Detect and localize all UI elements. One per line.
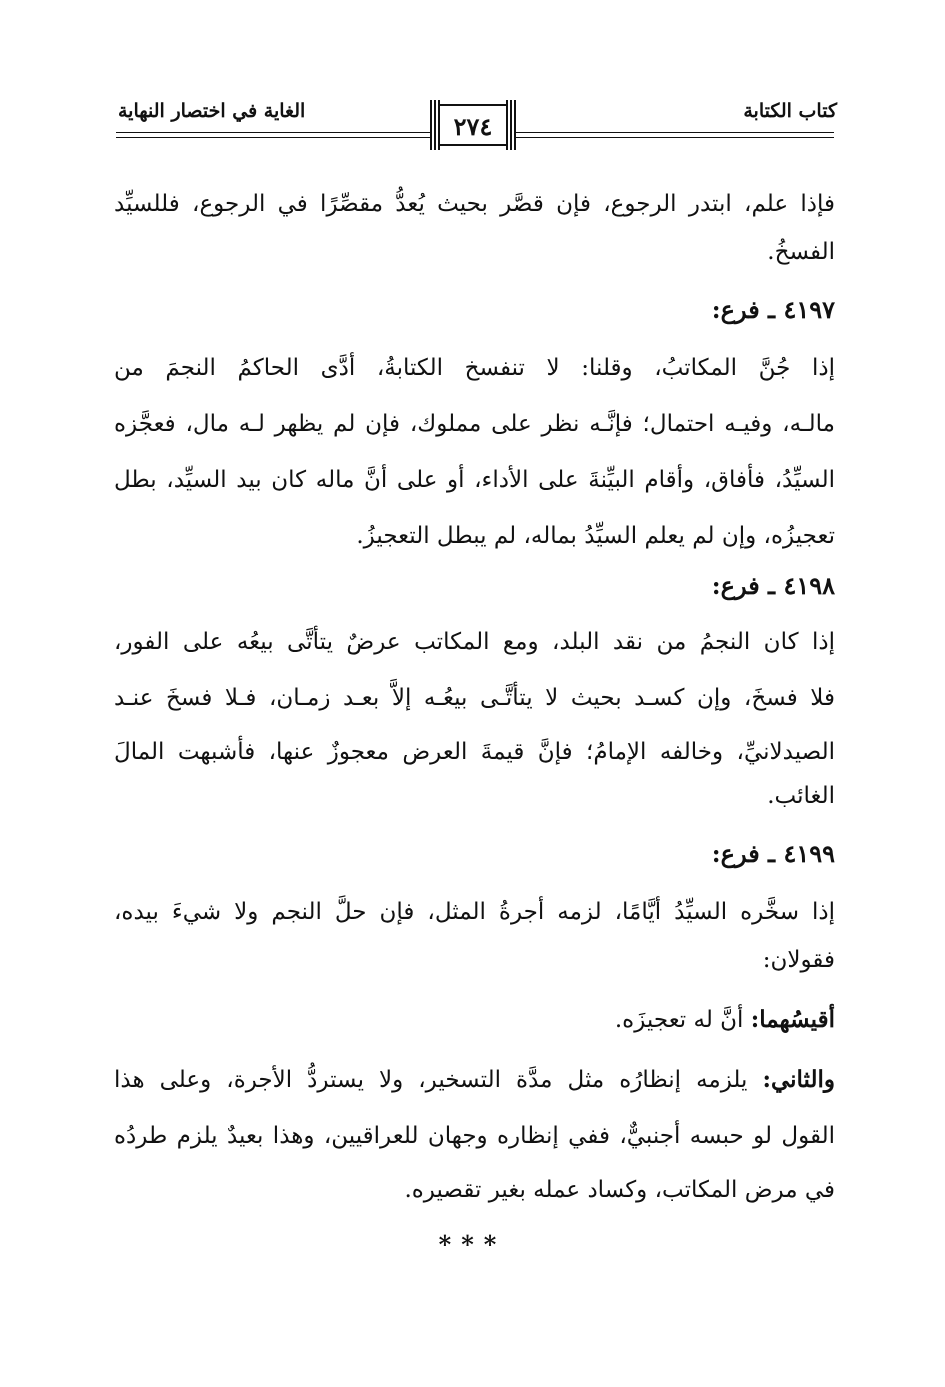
opinion-first-text: أنَّ له تعجيزَه. [614,1007,751,1033]
page-number: ٢٧٤ [453,112,493,141]
opinion-second-label: والثاني: [762,1066,835,1093]
running-header-chapter: كتاب الكتابة [743,100,837,122]
section-heading-4197: ٤١٩٧ ـ فرع: [711,295,835,324]
paragraph-line: القول لو حبسه أجنبيٌّ، ففي إنظاره وجهان للعراقيين، وهذا بعيدٌ يلزم طردُه [114,1123,835,1149]
paragraph-line: فلا فسخَ، وإن كسـد بحيث لا يتأتَّـى بيعُـه إلاَّ بعـد زمـان، فـلا فسخَ عنـد [114,685,835,711]
frame-top-bar [438,104,508,106]
paragraph-line: تعجيزُه، وإن لم يعلم السيِّدُ بماله، لم يبطل التعجيزُ. [356,523,835,549]
paragraph-line: إذا جُنَّ المكاتبُ، وقلنا: لا تنفسخ الكتابةُ، أدَّى الحاكمُ النجمَ من [114,355,835,381]
frame-bottom-bar [438,144,508,146]
section-heading-4199: ٤١٩٩ ـ فرع: [711,839,835,868]
paragraph-line: مالـه، وفيـه احتمال؛ فإنَّـه نظر على مملوك، فإن لم يظهر لـه مال، فعجَّزه [114,411,835,437]
section-end-stars: *** [438,1230,507,1259]
paragraph-line: الصيدلانيِّ، وخالفه الإمامُ؛ فإنَّ قيمةَ العرض معجوزٌ عنها، فأشبهت المالَ [114,739,835,765]
section-heading-4198: ٤١٩٨ ـ فرع: [711,571,835,600]
paragraph-line: في مرض المكاتب، وكساد عمله بغير تقصيره. [404,1177,835,1203]
running-header-book-title: الغاية في اختصار النهاية [118,100,306,122]
opinion-second [114,1064,835,1096]
paragraph-line: السيِّدُ، فأفاق، وأقام البيِّنةَ على الأداء، أو على أنَّ ماله كان بيد السيِّد، بطل [114,467,835,493]
paragraph-line: الغائب. [767,783,835,809]
paragraph-line: فإذا علم، ابتدر الرجوع، فإن قصَّر بحيث يُعدُّ مقصِّرًا في الرجوع، فللسيِّد [114,191,835,217]
paragraph-line: فقولان: [762,947,835,973]
paragraph-line: إذا كان النجمُ من نقد البلد، ومع المكاتب عرضٌ يتأتَّى بيعُه على الفور، [114,629,835,655]
page-number-frame [430,100,516,150]
opinion-second-text: يلزمه إنظارُه مثل مدَّة التسخير، ولا يستردُّ الأجرة، وعلى هذا [114,1067,763,1093]
paragraph-line: إذا سخَّره السيِّدُ أيَّامًا، لزمه أجرةُ المثل، فإن حلَّ النجم ولا شيءَ بيده، [114,899,835,925]
paragraph-line: الفسخُ. [767,239,835,265]
opinion-first-label: أقيسُهما: [750,1006,835,1033]
opinion-first [615,1004,835,1036]
